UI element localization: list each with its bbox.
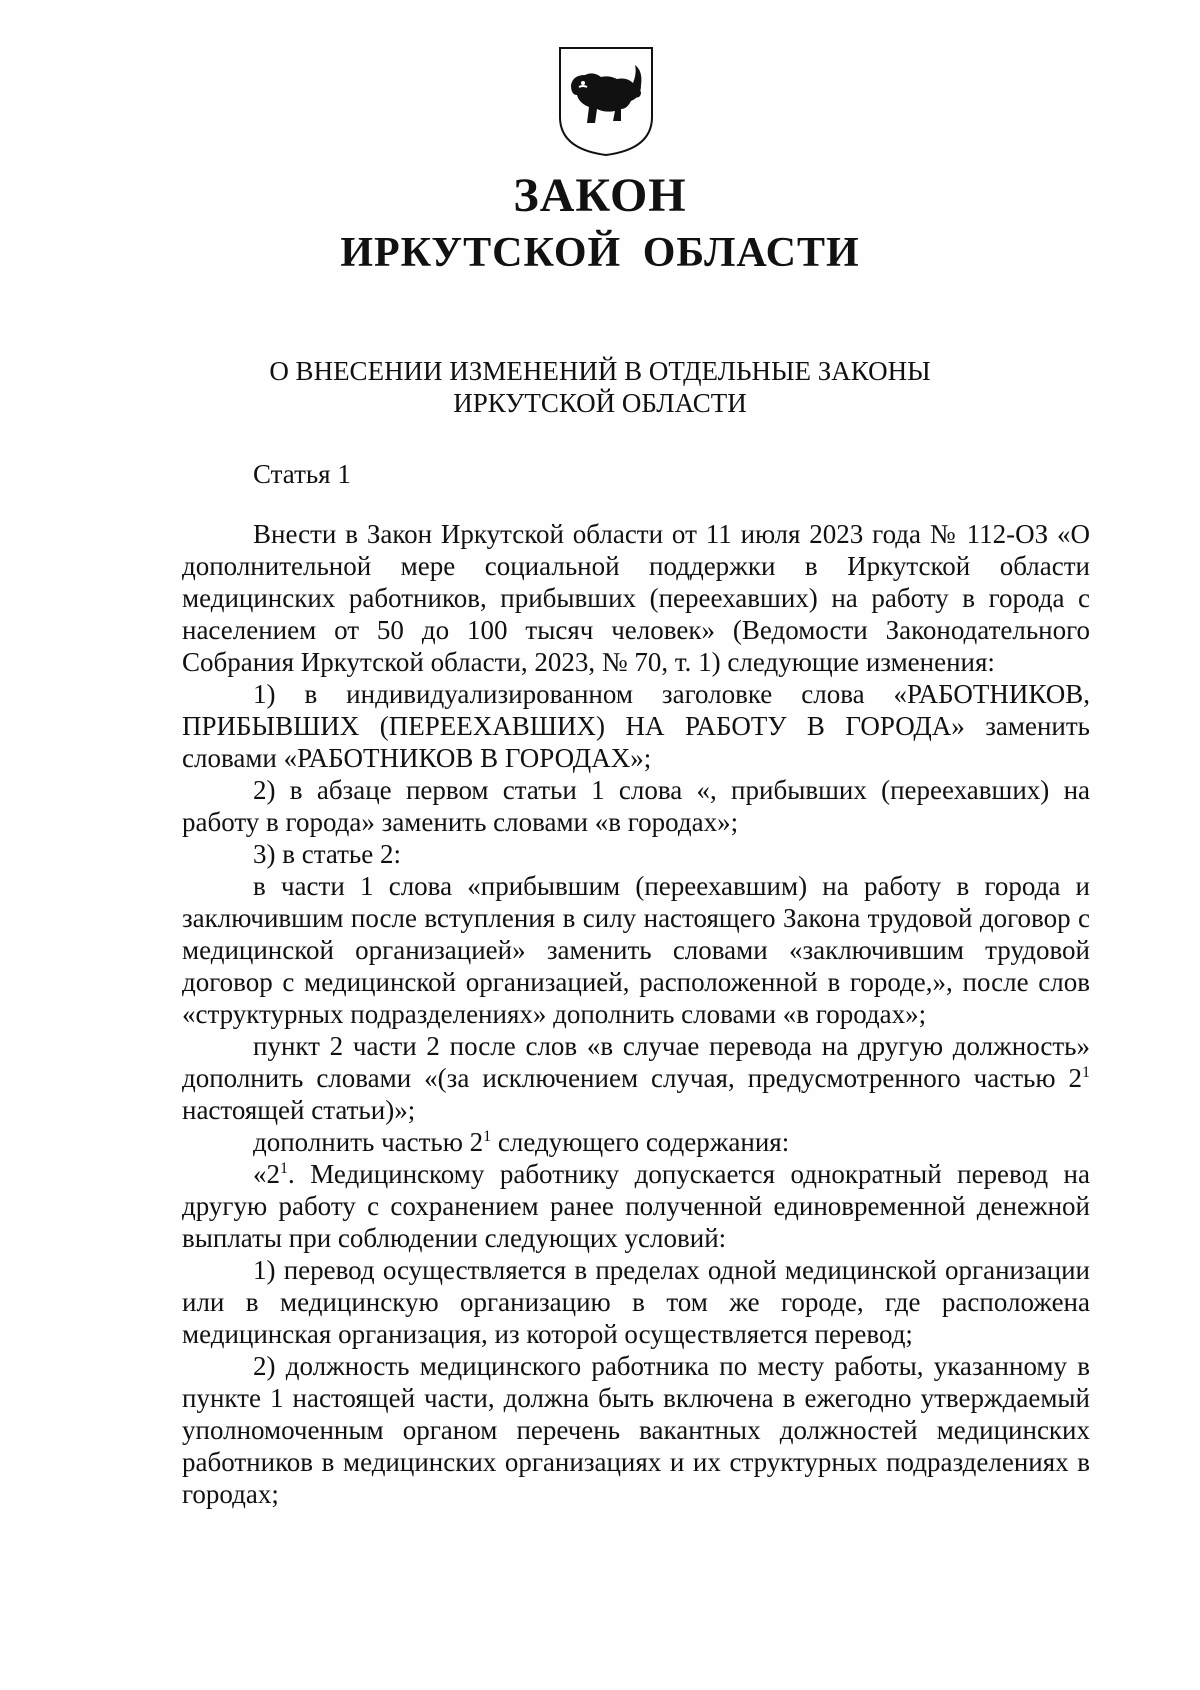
superscript: 1 (1082, 1064, 1090, 1081)
coat-of-arms-icon (557, 45, 655, 157)
superscript: 1 (280, 1160, 288, 1177)
paragraph (182, 1126, 1090, 1158)
document-subtitle: ИРКУТСКОЙ ОБЛАСТИ (340, 230, 860, 276)
paragraph-text: настоящей статьи)»; (182, 1095, 416, 1125)
paragraph-text: следующего содержания: (491, 1127, 790, 1157)
superscript: 1 (483, 1128, 492, 1145)
paragraph (182, 1158, 1090, 1254)
paragraph: Внести в Закон Иркутской области от 11 июля 2023 года № 112-ОЗ «О дополнительной мере социальной поддержки в Иркутской области медицинских работников, прибывших (переехавших) на работу в города с населением от 50 до 100 тысяч человек» (Ведомости Законодательного Собрания Иркутской области, 2023, № 70, т. 1) следующие изменения: (182, 519, 1090, 677)
paragraph-text: «2 (253, 1159, 280, 1189)
paragraph-text: пункт 2 части 2 после слов «в случае перевода на другую должность» дополнить словами «(за исключением случая, предусмотренного частью 2 (182, 1031, 1090, 1093)
paragraph: 2) в абзаце первом статьи 1 слова «, прибывших (переехавших) на работу в города» заменить словами «в городах»; (182, 775, 1090, 837)
paragraph-text: . Медицинскому работнику допускается однократный перевод на другую работу с сохранением ранее полученной единовременной денежной выплаты при соблюдении следующих условий: (182, 1159, 1090, 1253)
paragraph-text: дополнить частью 2 (253, 1127, 484, 1157)
paragraph: 1) перевод осуществляется в пределах одной медицинской организации или в медицинскую организацию в том же городе, где расположена медицинская организация, из которой осуществляется перевод; (182, 1255, 1090, 1349)
law-heading (0, 355, 1200, 419)
paragraph: в части 1 слова «прибывшим (переехавшим) на работу в города и заключившим после вступления в силу настоящего Закона трудовой договор с медицинской организацией» заменить словами «заключившим трудовой договор с медицинской организацией, расположенной в городе,», после слов «структурных подразделениях» дополнить словами «в городах»; (182, 871, 1090, 1029)
paragraph: 2) должность медицинского работника по месту работы, указанному в пункте 1 настоящей части, должна быть включена в ежегодно утверждаемый уполномоченным органом перечень вакантных должностей медицинских работников в медицинских организациях и их структурных подразделениях в городах; (182, 1351, 1090, 1509)
paragraph (182, 1030, 1090, 1126)
document-title: ЗАКОН (513, 169, 687, 222)
document-body (182, 518, 1090, 1510)
law-heading-line: О ВНЕСЕНИИ ИЗМЕНЕНИЙ В ОТДЕЛЬНЫЕ ЗАКОНЫ (269, 356, 931, 386)
article-label: Статья 1 (253, 459, 351, 489)
paragraph: 3) в статье 2: (253, 839, 401, 869)
paragraph: 1) в индивидуализированном заголовке слова «РАБОТНИКОВ, ПРИБЫВШИХ (ПЕРЕЕХАВШИХ) НА РАБОТУ В ГОРОДА» заменить словами «РАБОТНИКОВ В ГОРОДАХ»; (182, 679, 1090, 773)
law-heading-line: ИРКУТСКОЙ ОБЛАСТИ (453, 388, 747, 418)
